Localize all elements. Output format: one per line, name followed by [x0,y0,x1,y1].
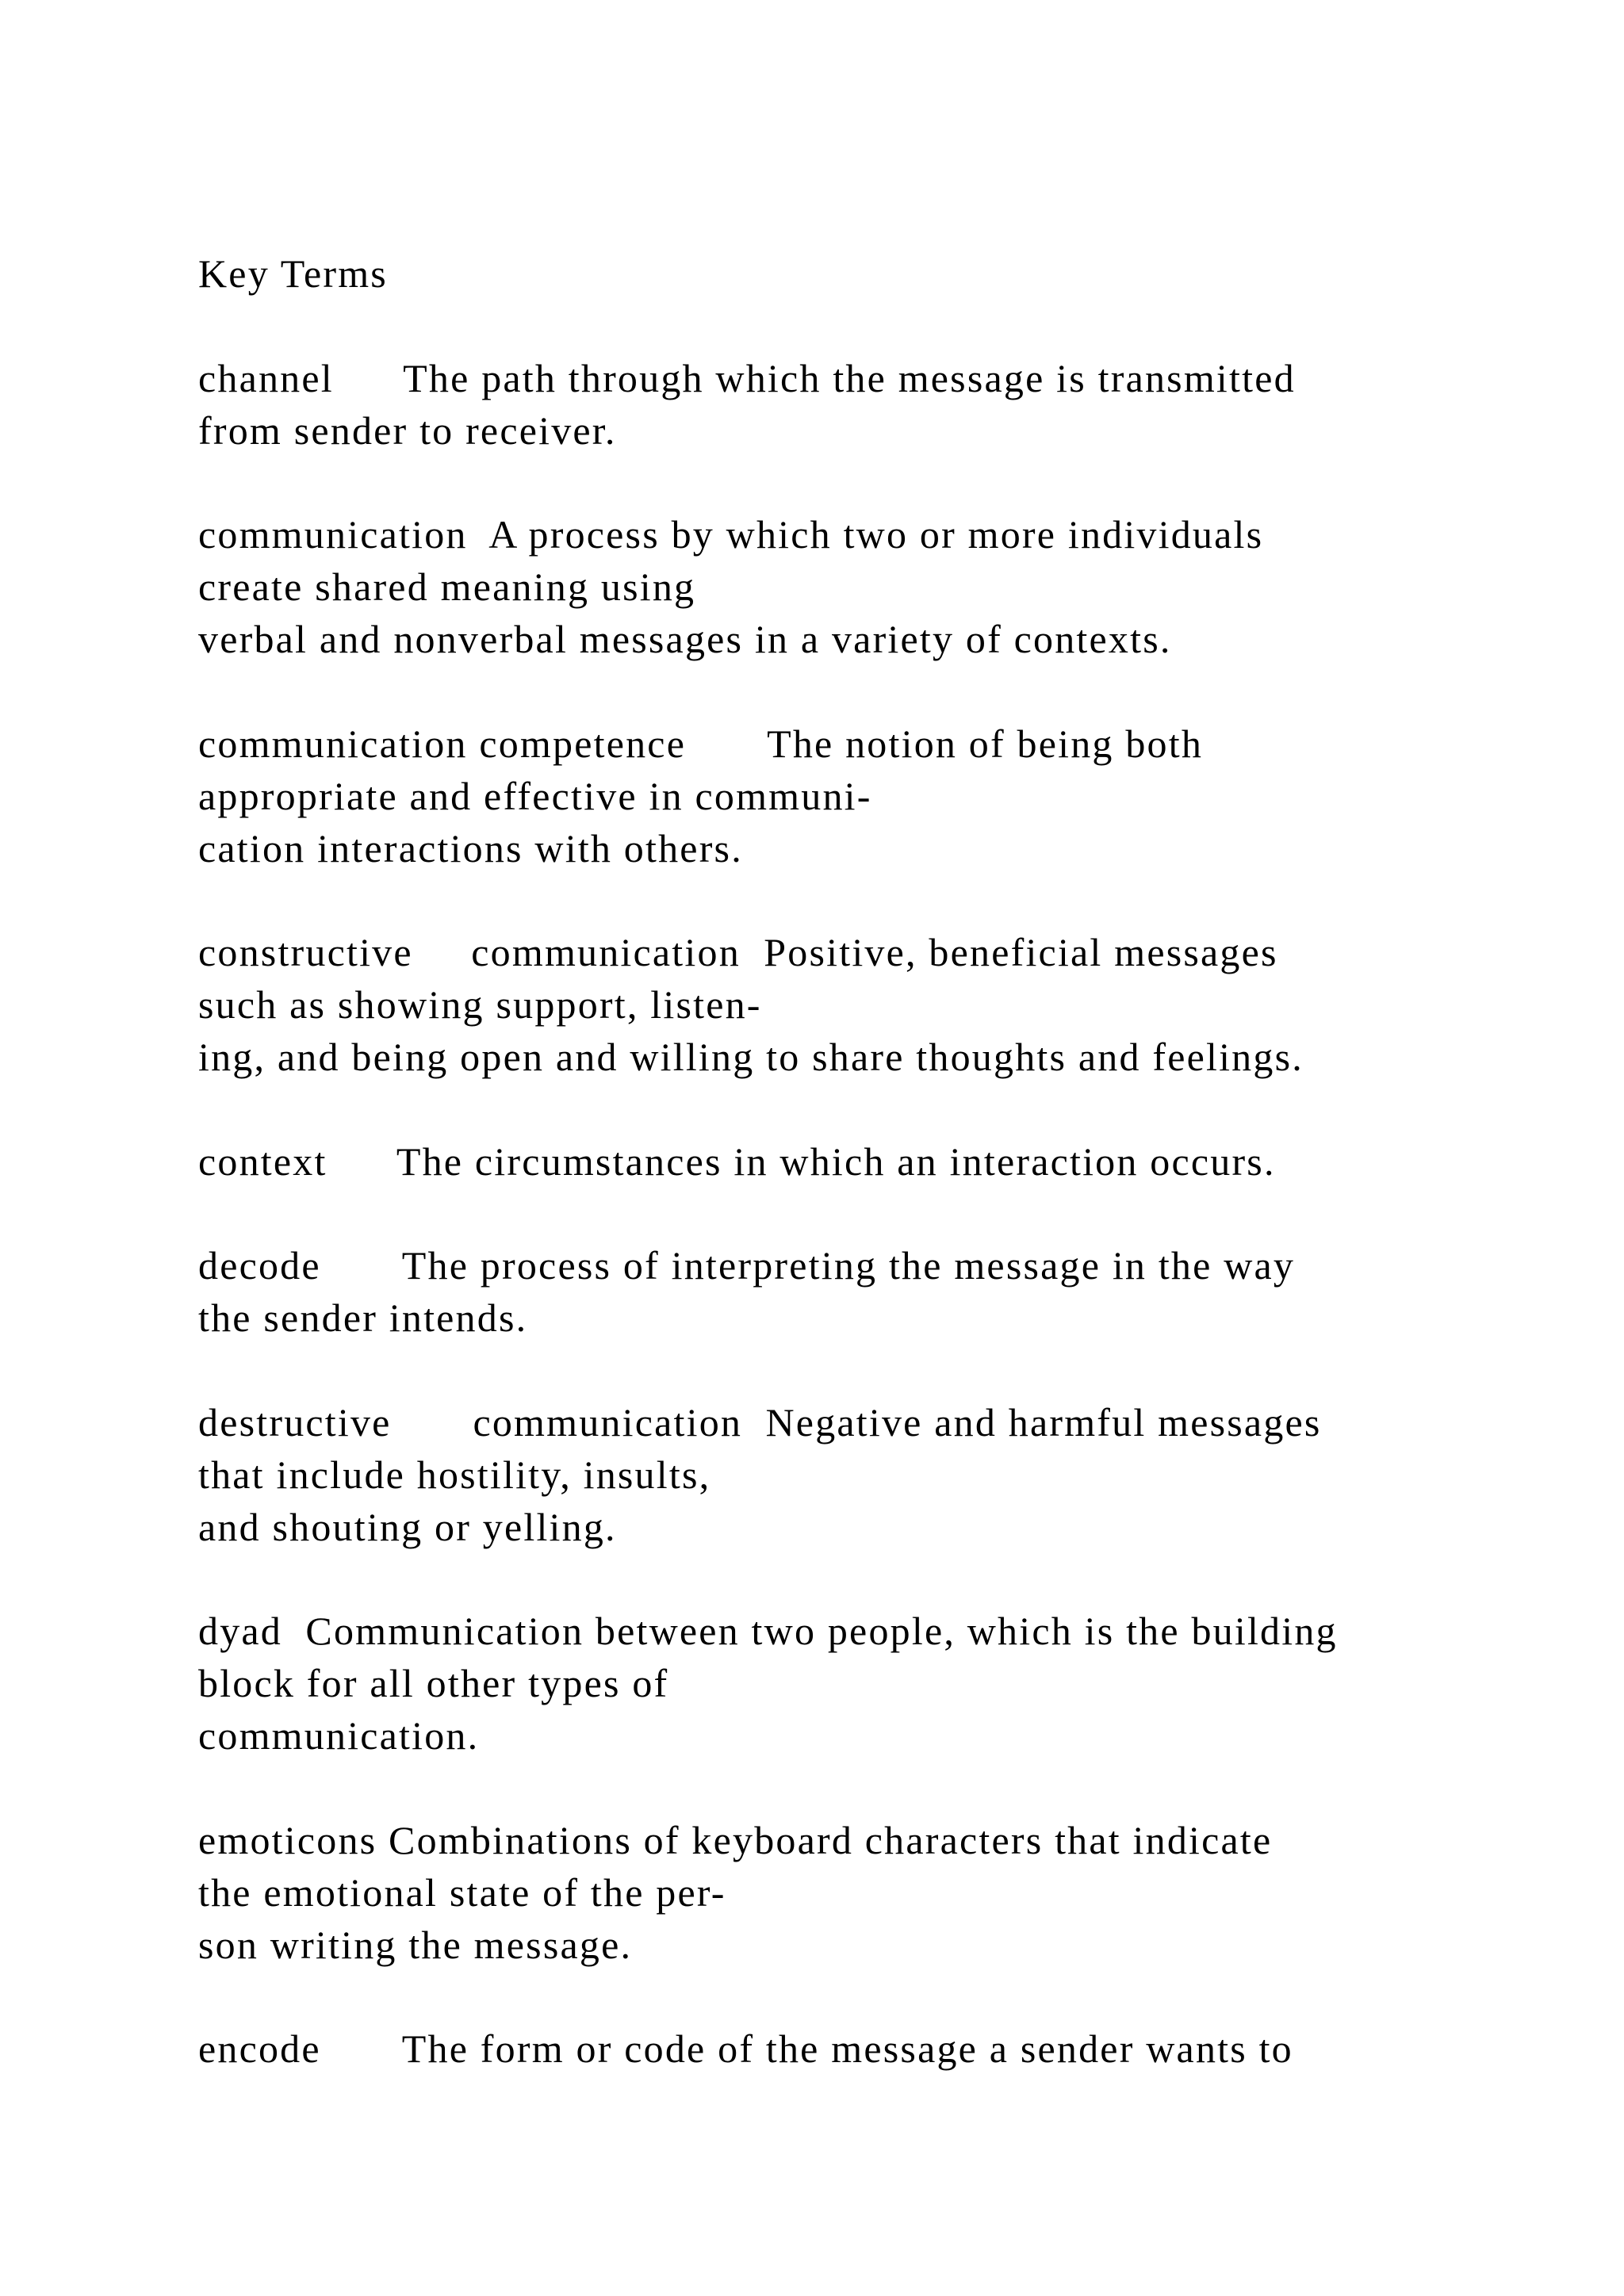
term-line: communication A process by which two or more individuals [198,512,1264,557]
term-line: from sender to receiver. [198,408,617,453]
term-line: that include hostility, insults, [198,1452,711,1497]
term-line: communication competence The notion of being both [198,721,1204,766]
term-line: emoticons Combinations of keyboard characters that indicate [198,1818,1273,1862]
term-line: block for all other types of [198,1661,669,1705]
term-line: constructive communication Positive, beneficial messages [198,930,1278,974]
term-line: destructive communication Negative and harmful messages [198,1400,1322,1445]
term-line: decode The process of interpreting the message in the way [198,1243,1296,1288]
term-line: son writing the message. [198,1923,633,1967]
term-line: appropriate and effective in communi- [198,774,872,818]
term-line: channel The path through which the message is transmitted [198,356,1296,400]
term-line: ing, and being open and willing to share thoughts and feelings. [198,1035,1304,1079]
term-line: such as showing support, listen- [198,982,762,1027]
term-line: the sender intends. [198,1295,528,1340]
term-line: the emotional state of the per- [198,1870,726,1915]
term-line: cation interactions with others. [198,826,743,871]
term-line: create shared meaning using [198,564,696,609]
term-line: context The circumstances in which an interaction occurs. [198,1139,1276,1184]
term-line: encode The form or code of the message a sender wants to [198,2026,1293,2071]
term-line: and shouting or yelling. [198,1505,617,1549]
term-line: dyad Communication between two people, which is the building [198,1609,1338,1653]
page-heading: Key Terms [198,251,388,296]
term-line: verbal and nonverbal messages in a variety of contexts. [198,617,1172,661]
term-line: communication. [198,1713,480,1758]
